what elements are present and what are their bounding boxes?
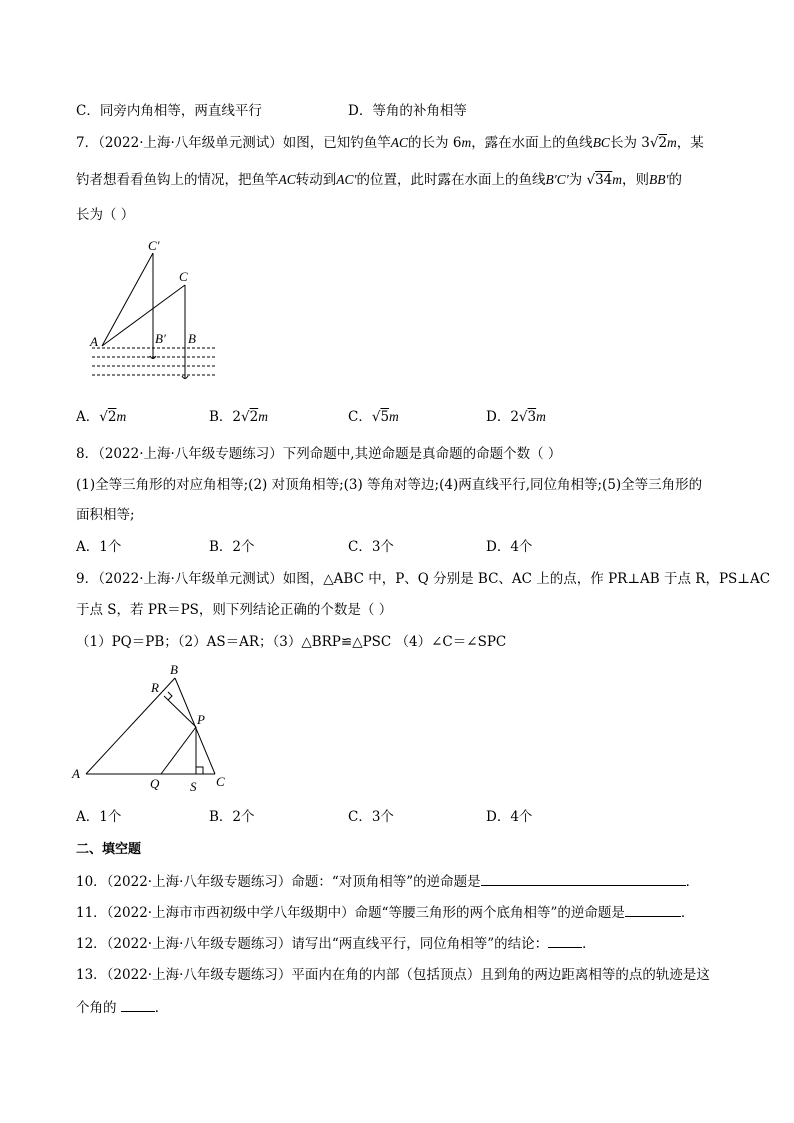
fishing-rod-figure (88, 238, 228, 388)
q6-option-d: D．等角的补角相等 (348, 103, 467, 119)
q13-stem-line2: 个角的 ． (76, 997, 168, 1018)
label-c: C (179, 269, 188, 284)
q8-stem-line3: 面积相等; (76, 507, 135, 523)
label-p: P (197, 712, 205, 727)
q8-option-a: A．1个 (76, 539, 122, 555)
side-ab (86, 678, 175, 774)
q7-option-a: A．√2m (76, 409, 127, 425)
q13-stem-line1: 13．（2022·上海·八年级专题练习）平面内在角的内部（包括顶点）且到角的两边距离相等的点的轨迹是这 (76, 967, 710, 983)
rod-ac-prime (102, 253, 153, 346)
label-q: Q (150, 776, 160, 791)
label-a: A (90, 334, 98, 349)
q7-stem-line3: 长为（ ） (76, 207, 135, 223)
q11-answer-blank[interactable] (625, 902, 681, 917)
label-b: B (170, 662, 178, 677)
label-b-prime: B′ (155, 331, 166, 346)
segment-pr (164, 696, 196, 727)
q9-stem-line3: （1）PQ＝PB；（2）AS＝AR；（3）△BRP≌△PSC （4）∠C＝∠SPC (76, 634, 507, 650)
label-s: S (190, 779, 197, 794)
label-c: C (216, 774, 225, 789)
q7-option-d: D．2√3m (486, 409, 546, 425)
q7-option-b: B．2√2m (209, 409, 268, 425)
q9-option-c: C．3个 (348, 809, 394, 825)
label-r: R (151, 680, 159, 695)
q13-answer-blank[interactable] (121, 997, 155, 1012)
q7-option-c: C．√5m (348, 409, 399, 425)
q9-option-a: A．1个 (76, 809, 122, 825)
triangle-abc-figure (66, 660, 236, 795)
label-c-prime: C′ (148, 238, 160, 253)
q8-option-d: D．4个 (486, 539, 533, 555)
q8-stem-line2: (1)全等三角形的对应角相等;(2) 对顶角相等;(3) 等角对等边;(4)两直线平行,同位角相等;(5)全等三角形的 (76, 477, 703, 493)
q6-option-c: C．同旁内角相等，两直线平行 (76, 103, 262, 119)
q9-option-d: D．4个 (486, 809, 533, 825)
section-title: 二、填空题 (76, 842, 142, 857)
q10-answer-blank[interactable] (481, 871, 686, 886)
rod-ac (102, 285, 185, 346)
q8-option-c: C．3个 (348, 539, 394, 555)
q8-option-b: B．2个 (209, 539, 255, 555)
label-a: A (72, 766, 80, 781)
q7-stem-line2: 钓者想看看鱼钩上的情况，把鱼竿AC转动到AC′的位置，此时露在水面上的鱼线B′C′为 √34m，则BB′的 (76, 172, 682, 188)
segment-pq (161, 727, 196, 774)
right-angle-s-icon (196, 767, 203, 774)
q11-stem: 11．（2022·上海市市西初级中学八年级期中）命题“等腰三角形的两个底角相等”的逆命题是 ． (76, 902, 694, 923)
right-angle-r-icon (168, 692, 172, 700)
q9-stem-line1: 9．（2022·上海·八年级单元测试）如图，△ABC 中，P、Q 分别是 BC、AC 上的点，作 PR⊥AB 于点 R，PS⊥AC (76, 571, 771, 587)
q9-option-b: B．2个 (209, 809, 255, 825)
q9-stem-line2: 于点 S，若 PR＝PS，则下列结论正确的个数是（ ） (76, 602, 393, 618)
q8-stem-line1: 8．（2022·上海·八年级专题练习）下列命题中,其逆命题是真命题的命题个数（ ） (76, 446, 562, 462)
q12-stem: 12．（2022·上海·八年级专题练习）请写出“两直线平行，同位角相等”的结论： ． (76, 933, 596, 954)
q7-stem-line1: 7．（2022·上海·八年级单元测试）如图，已知钓鱼竿AC的长为 6m，露在水面上的鱼线BC长为 3√2m，某 (76, 135, 704, 151)
label-b: B (188, 331, 196, 346)
q12-answer-blank[interactable] (548, 933, 582, 948)
q10-stem: 10．（2022·上海·八年级专题练习）命题：“对顶角相等”的逆命题是 ． (76, 871, 699, 892)
